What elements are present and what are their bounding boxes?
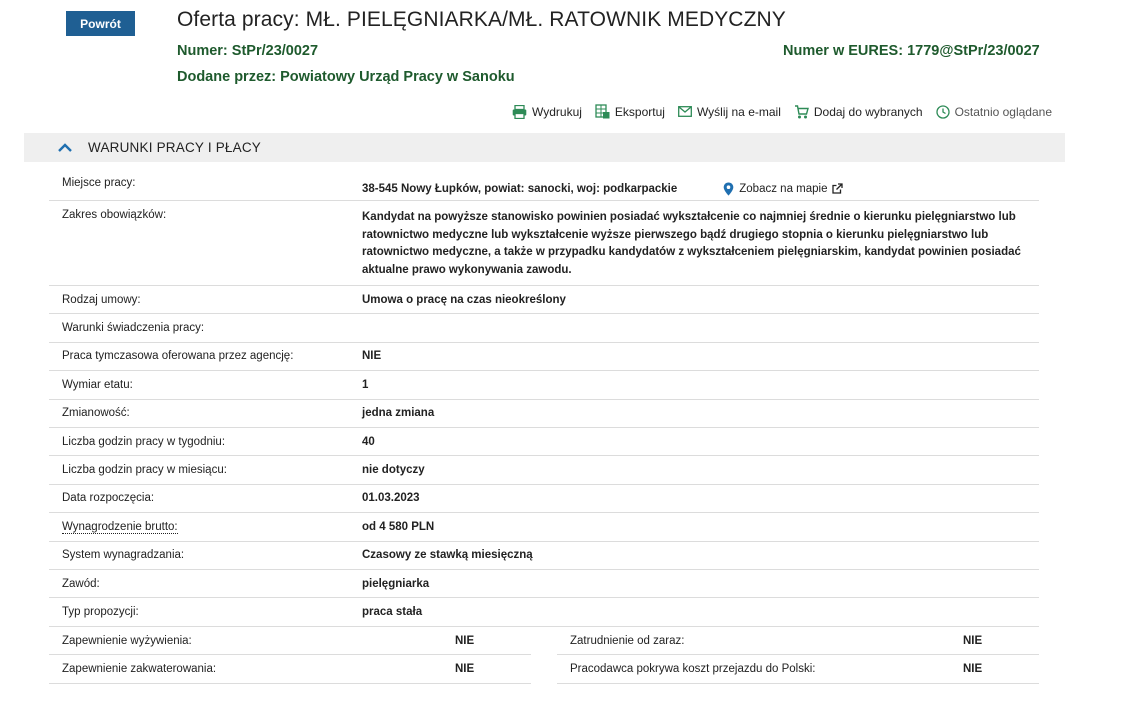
clock-icon: [936, 105, 950, 119]
offer-number-value: StPr/23/0027: [231, 43, 319, 59]
row-value: pielęgniarka: [362, 577, 430, 590]
table-row: [49, 428, 1039, 456]
table-row: [49, 371, 1039, 399]
row-label: Liczba godzin pracy w miesiącu:: [62, 464, 227, 477]
row-value: nie dotyczy: [362, 464, 425, 477]
map-link-label: Zobacz na mapie: [739, 182, 828, 195]
favorite-label: Dodaj do wybranych: [813, 104, 923, 119]
added-by-value[interactable]: Powiatowy Urząd Pracy w Sanoku: [280, 69, 515, 85]
map-link[interactable]: [723, 182, 843, 196]
added-by: [177, 69, 515, 85]
row-value: NIE: [455, 663, 475, 676]
row-label: Praca tymczasowa oferowana przez agencję:: [62, 350, 294, 363]
table-row: [49, 570, 1039, 598]
print-button[interactable]: [512, 104, 582, 119]
benefit-cell: [49, 655, 531, 683]
table-row: [49, 170, 1039, 201]
row-label: Wymiar etatu:: [62, 378, 133, 391]
offer-number-label: Numer:: [177, 43, 228, 59]
location-value: 38-545 Nowy Łupków, powiat: sanocki, woj: podkarpackie: [362, 182, 678, 195]
row-label: System wynagradzania:: [62, 549, 185, 562]
eures-number: [783, 43, 1040, 59]
table-row: [49, 627, 1039, 655]
benefit-cell: [557, 655, 1039, 683]
page-title: Oferta pracy: MŁ. PIELĘGNIARKA/MŁ. RATOWNIK MEDYCZNY: [177, 8, 786, 31]
table-row: [49, 485, 1039, 513]
row-label: Warunki świadczenia pracy:: [62, 322, 205, 335]
table-row: [49, 314, 1039, 342]
table-row: [49, 655, 1039, 683]
eures-number-value: 1779@StPr/23/0027: [907, 43, 1040, 59]
row-value: Kandydat na powyższe stanowisko powinien posiadać wykształcenie co najmniej średnie o kierunku pielęgniarstwo lub ratownictwo medyczne lub wykształcenie wyższe pierwszego bądź drugiego stopnia o kierunku pielęgniarstwo lub ratownictwo medyczne, a także w przypadku kandydatów z wykształceniem pielęgniarskim, kandydat powinien posiadać aktualne prawo wykonywania zawodu.: [362, 211, 1021, 276]
row-value: jedna zmiana: [362, 407, 435, 420]
recent-label: Ostatnio oglądane: [954, 104, 1052, 119]
chevron-up-icon: [57, 140, 73, 156]
cart-icon: [794, 104, 809, 119]
salary-label-tooltip[interactable]: Wynagrodzenie brutto:: [62, 520, 178, 533]
offer-number: [177, 43, 318, 59]
benefits-table: [49, 627, 1039, 684]
row-value: NIE: [362, 350, 382, 363]
eures-number-label: Numer w EURES:: [783, 43, 904, 59]
benefit-cell: [557, 627, 1039, 655]
favorite-button[interactable]: [794, 104, 923, 119]
row-value: NIE: [963, 663, 983, 676]
email-label: Wyślij na e-mail: [696, 104, 781, 119]
recent-button[interactable]: [936, 104, 1052, 119]
row-value: [362, 177, 1039, 200]
row-value: NIE: [455, 634, 475, 647]
table-row: [49, 400, 1039, 428]
row-label: Data rozpoczęcia:: [62, 492, 155, 505]
export-label: Eksportuj: [614, 104, 665, 119]
envelope-icon: [678, 106, 692, 117]
row-value: 01.03.2023: [362, 492, 420, 505]
table-row: [49, 542, 1039, 570]
row-label: Typ propozycji:: [62, 605, 139, 618]
table-row: [49, 513, 1039, 541]
row-label: Zapewnienie zakwaterowania:: [62, 663, 217, 676]
printer-icon: [512, 105, 527, 119]
section-toggle-work-conditions[interactable]: [24, 133, 1065, 162]
section-title: WARUNKI PRACY I PŁACY: [88, 140, 261, 155]
back-button[interactable]: Powrót: [66, 11, 135, 36]
row-value: NIE: [963, 634, 983, 647]
map-pin-icon: [723, 182, 734, 196]
table-row: [49, 343, 1039, 371]
row-value: Umowa o pracę na czas nieokreślony: [362, 293, 566, 306]
row-label: Pracodawca pokrywa koszt przejazdu do Polski:: [570, 663, 816, 676]
row-value: praca stała: [362, 605, 423, 618]
row-label: [49, 521, 362, 533]
work-conditions-table: [49, 170, 1039, 627]
export-button[interactable]: [595, 104, 665, 119]
row-value: Czasowy ze stawką miesięczną: [362, 549, 533, 562]
row-label: Zakres obowiązków:: [62, 209, 167, 221]
added-by-label: Dodane przez:: [177, 69, 277, 85]
spreadsheet-icon: [595, 104, 610, 119]
row-label: Zapewnienie wyżywienia:: [62, 634, 192, 647]
table-row: [49, 456, 1039, 484]
row-label: Zawód:: [62, 577, 100, 590]
row-label: Liczba godzin pracy w tygodniu:: [62, 435, 226, 448]
row-label: Miejsce pracy:: [62, 177, 136, 189]
row-value: od 4 580 PLN: [362, 520, 435, 533]
table-row: [49, 286, 1039, 314]
row-label: Zmianowość:: [62, 407, 130, 420]
external-link-icon: [832, 183, 843, 194]
benefit-cell: [49, 627, 531, 655]
offer-toolbar: [512, 104, 1052, 119]
row-label: Rodzaj umowy:: [62, 293, 141, 306]
row-value: 1: [362, 378, 369, 391]
print-label: Wydrukuj: [532, 104, 582, 119]
email-button[interactable]: [678, 104, 781, 119]
row-label: Zatrudnienie od zaraz:: [570, 634, 685, 647]
table-row: [49, 201, 1039, 286]
row-value: 40: [362, 435, 375, 448]
table-row: [49, 598, 1039, 626]
